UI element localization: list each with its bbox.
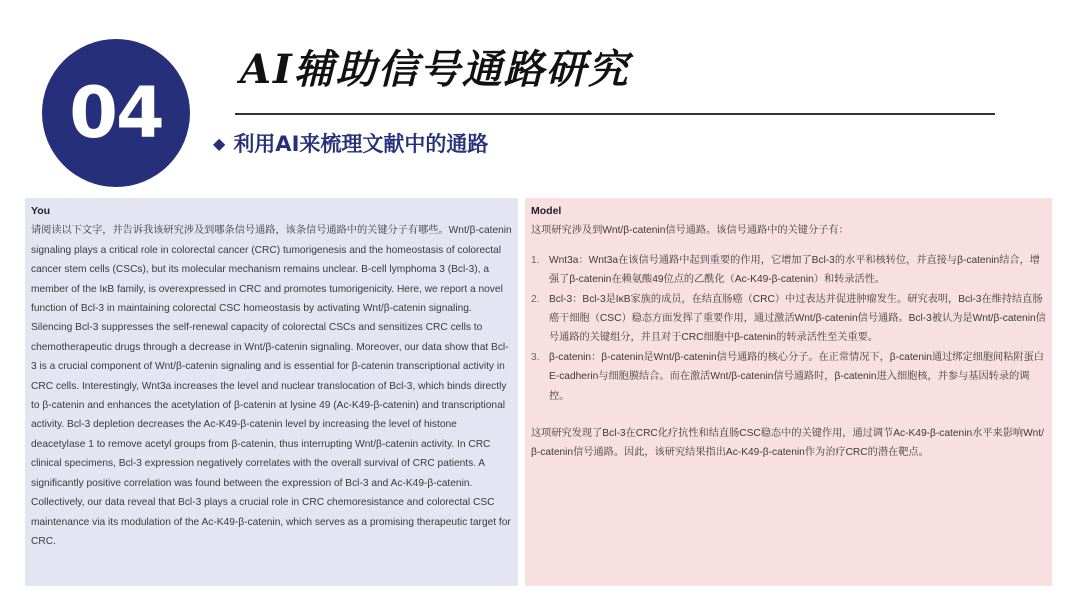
section-number-badge [42, 39, 190, 187]
model-conclusion-text: 这项研究发现了Bcl-3在CRC化疗抗性和结直肠CSC稳态中的关键作用，通过调节Ac-K49-β-catenin水平来影响Wnt/β-catenin信号通路。因此，该研究结果指出Ac-K49-β-catenin作为治疗CRC的潜在靶点。 [531, 428, 1045, 459]
model-speaker-label: Model [531, 205, 562, 217]
user-message-text: 请阅读以下文字，并告诉我该研究涉及到哪条信号通路，该条信号通路中的关键分子有哪些。Wnt/β-catenin signaling plays a critical role in colorectal cancer (CRC) tumorigenesis and the homeostasis of colorectal cancer stem cells (CSCs), but its molecular mechanism remains unclear. B-cell lymphoma 3 (Bcl-3), a member of the IκB family, is overexpressed in CRC and promotes tumorigenicity. Here, we report a novel function of Bcl-3 in maintaining colorectal CSC homeostasis by activating Wnt/β-catenin signaling. Silencing Bcl-3 suppresses the self-renewal capacity of colorectal CSCs and sensitizes CRC cells to chemotherapeutic drugs through a decrease in Wnt/β-catenin signaling. Moreover, our data show that Bcl-3 is a crucial component of Wnt/β-catenin signaling and is essential for β-catenin transcriptional activity in CRC cells. Interestingly, Wnt3a increases the level and nuclear translocation of Bcl-3, which binds directly to β-catenin and enhances the acetylation of β-catenin at lysine 49 (Ac-K49-β-catenin) and transcriptional activity. Bcl-3 depletion decreases the Ac-K49-β-catenin level by increasing the level of histone deacetylase 1 to remove acetyl groups from β-catenin, thus interrupting Wnt/β-catenin activity. In CRC clinical specimens, Bcl-3 expression negatively correlates with the overall survival of CRC patients. A significantly positive correlation was found between the expression of Bcl-3 and Ac-K49-β-catenin. Collectively, our data reveal that Bcl-3 plays a crucial role in CRC chemoresistance and colorectal CSC maintenance via its modulation of the Ac-K49-β-catenin, which serves as a promising therapeutic target for CRC. [31, 225, 512, 547]
slide-subtitle [213, 128, 488, 158]
user-message-panel [25, 198, 518, 586]
list-item [531, 290, 1046, 348]
list-item-number: 2. [531, 293, 540, 305]
list-item-number: 3. [531, 351, 540, 363]
list-item-text: Bcl-3：Bcl-3是IκB家族的成员，在结直肠癌（CRC）中过表达并促进肿瘤发生。研究表明，Bcl-3在维持结直肠癌干细胞（CSC）稳态方面发挥了重要作用，通过激活Wnt/β-catenin信号通路。Bcl-3被认为是Wnt/β-catenin信号通路的关键组分，并且对于CRC细胞中β-catenin的转录活性至关重要。 [549, 293, 1046, 344]
subtitle-text: 利用AI来梳理文献中的通路 [233, 132, 489, 156]
user-speaker-label: You [31, 205, 51, 217]
title-divider [235, 113, 995, 115]
list-item [531, 348, 1046, 406]
key-molecule-list [531, 251, 1046, 406]
list-item-number: 1. [531, 254, 540, 266]
list-item [531, 251, 1046, 290]
model-intro-text: 这项研究涉及到Wnt/β-catenin信号通路。该信号通路中的关键分子有： [531, 225, 849, 237]
list-item-text: Wnt3a：Wnt3a在该信号通路中起到重要的作用，它增加了Bcl-3的水平和核转位，并直接与β-catenin结合，增强了β-catenin在赖氨酸49位点的乙酰化（Ac-K49-β-catenin）和转录活性。 [549, 254, 1040, 286]
model-response-panel [525, 198, 1052, 586]
list-item-text: β-catenin：β-catenin是Wnt/β-catenin信号通路的核心分子。在正常情况下，β-catenin通过绑定细胞间粘附蛋白E-cadherin与细胞膜结合。而在激活Wnt/β-catenin信号通路时，β-catenin进入细胞核，并参与基因转录的调控。 [549, 351, 1044, 402]
slide-title: AI辅助信号通路研究 [240, 46, 630, 93]
section-number: 04 [69, 72, 163, 154]
diamond-bullet-icon: ◆ [213, 133, 226, 153]
